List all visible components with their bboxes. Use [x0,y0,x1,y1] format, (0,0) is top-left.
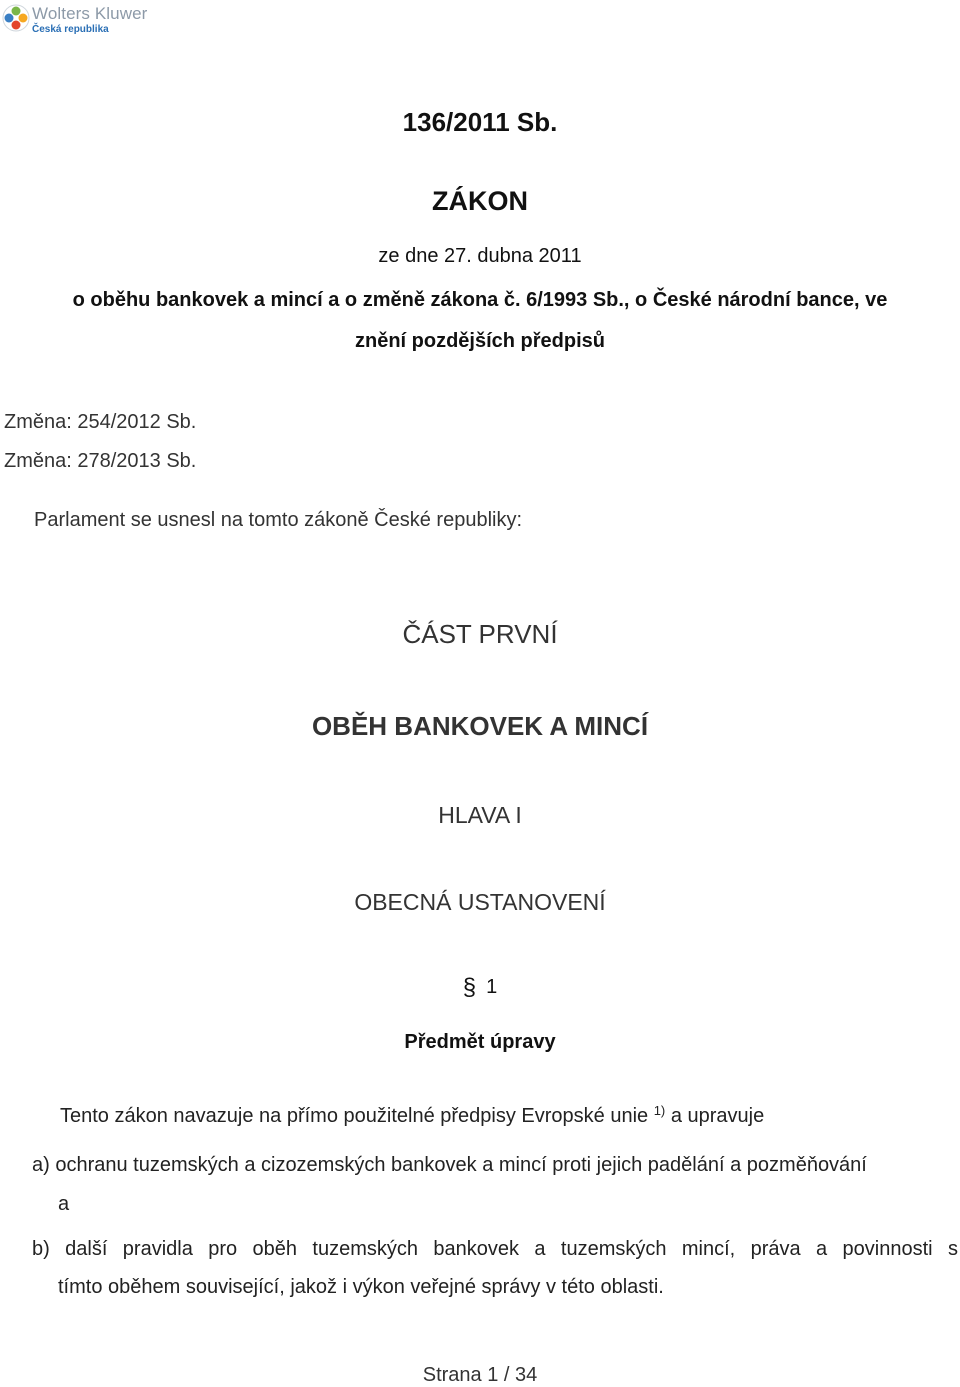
logo-subtitle: Česká republika [32,24,109,35]
head-title: OBECNÁ USTANOVENÍ [354,889,606,915]
part-title: OBĚH BANKOVEK A MINCÍ [311,711,649,741]
head-heading: HLAVA I [438,802,522,828]
page-counter: Strana 1 / 34 [422,1364,538,1386]
amendment-2: Změna: 278/2013 Sb. [4,450,197,472]
paragraph-intro-text: Tento zákon navazuje na přímo použitelné předpisy Evropské unie [60,1105,649,1127]
item-b-line-1: b) další pravidla pro oběh tuzemských bankovek a tuzemských mincí, práva a povinnosti s [32,1238,958,1260]
paragraph-intro-end: a upravuje [670,1105,765,1127]
section-symbol: § [462,974,477,1001]
amendment-1: Změna: 254/2012 Sb. [4,411,197,433]
item-a-line-1: a) ochranu tuzemských a cizozemských bankovek a mincí proti jejich padělání a pozměňování [32,1154,867,1176]
enactment-date: ze dne 27. dubna 2011 [378,245,582,267]
section-number [0,974,960,1002]
footnote-reference[interactable]: 1) [653,1103,666,1118]
item-a-line-2: a [58,1193,70,1215]
paragraph-intro [60,1105,764,1128]
logo-name: Wolters Kluwer [32,4,148,23]
section-number-value: 1 [486,976,498,998]
item-b-line-2: tímto oběhem související, jakož i výkon veřejné správy v této oblasti. [58,1276,664,1298]
law-title-line-1: o oběhu bankovek a mincí a o změně zákona č. 6/1993 Sb., o České národní bance, ve [72,289,888,311]
law-number: 136/2011 Sb. [402,107,558,137]
part-heading: ČÁST PRVNÍ [402,619,558,649]
preamble: Parlament se usnesl na tomto zákoně České republiky: [34,509,523,531]
section-title: Předmět úpravy [404,1031,556,1053]
document-type: ZÁKON [432,186,528,216]
law-title-line-2: znění pozdějších předpisů [354,330,606,352]
wolters-kluwer-logo-icon [2,4,30,32]
